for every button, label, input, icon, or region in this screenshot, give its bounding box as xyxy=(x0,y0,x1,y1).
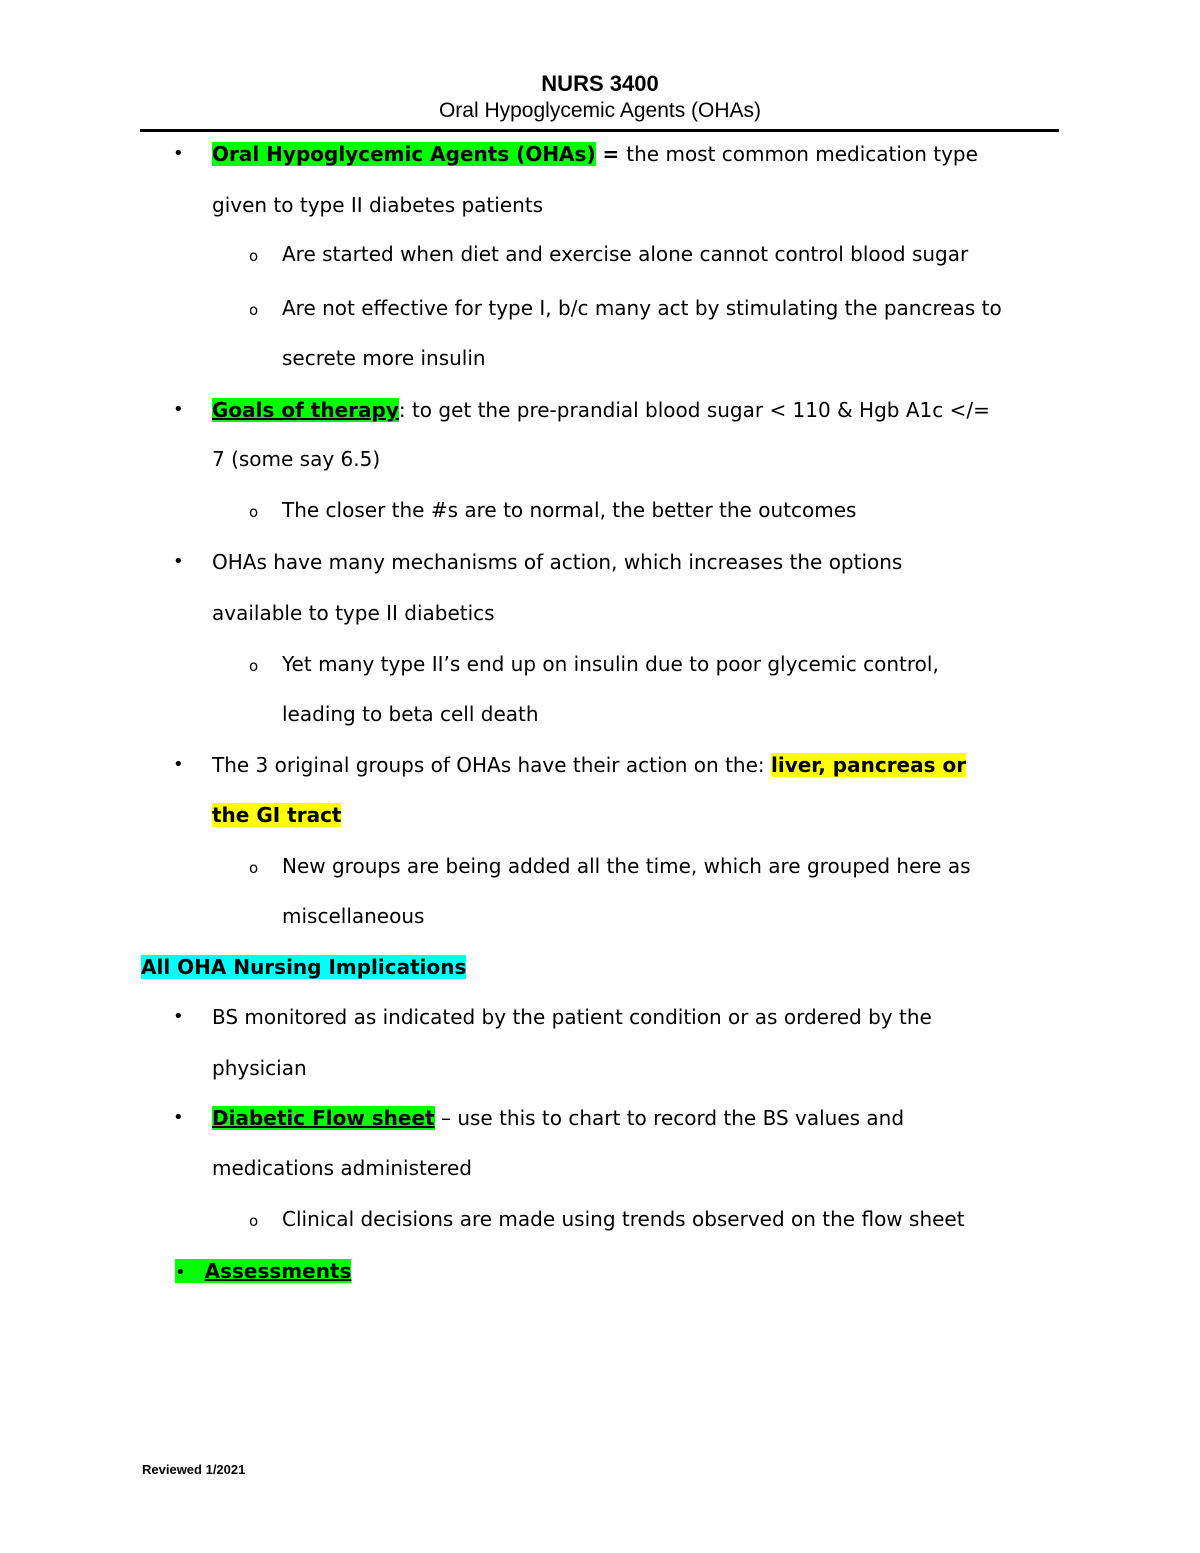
list-item-text: – use this to chart to record the BS values and xyxy=(434,1106,905,1130)
highlighted-term: the GI tract xyxy=(212,803,342,827)
bullet-circle: o xyxy=(249,859,259,877)
bullet-disc: • xyxy=(175,1262,186,1283)
list-item-continuation: physician xyxy=(212,1056,307,1080)
bullet-disc: • xyxy=(173,1006,184,1027)
bullet-disc: • xyxy=(173,399,184,420)
sub-list-item: New groups are being added all the time, which are grouped here as xyxy=(282,854,971,878)
sub-list-item-continuation: leading to beta cell death xyxy=(282,702,539,726)
list-item-text: The 3 original groups of OHAs have their action on the: xyxy=(212,753,771,777)
sub-list-item-continuation: secrete more insulin xyxy=(282,346,486,370)
list-item xyxy=(212,752,966,778)
bullet-circle: o xyxy=(249,301,259,319)
reviewed-date: Reviewed 1/2021 xyxy=(142,1462,246,1477)
section-heading xyxy=(141,954,466,980)
sub-list-item-continuation: miscellaneous xyxy=(282,904,425,928)
document-header xyxy=(140,70,1060,124)
highlighted-term: liver, pancreas or xyxy=(770,753,967,777)
highlighted-term: Goals of therapy xyxy=(212,398,399,422)
list-item-continuation: given to type II diabetes patients xyxy=(212,193,544,217)
sub-list-item: The closer the #s are to normal, the better the outcomes xyxy=(282,498,857,522)
list-item-continuation: available to type II diabetics xyxy=(212,601,495,625)
bullet-circle: o xyxy=(249,1212,259,1230)
list-item xyxy=(212,1105,904,1131)
bullet-circle: o xyxy=(249,657,259,675)
sub-list-item: Are started when diet and exercise alone cannot control blood sugar xyxy=(282,242,969,266)
bullet-disc: • xyxy=(173,551,184,572)
bullet-circle: o xyxy=(249,503,259,521)
list-item xyxy=(212,397,990,423)
highlighted-term: Diabetic Flow sheet xyxy=(212,1106,435,1130)
bullet-circle: o xyxy=(249,247,259,265)
list-item-continuation xyxy=(212,802,341,828)
document-subtitle: Oral Hypoglycemic Agents (OHAs) xyxy=(438,99,762,122)
bullet-disc: • xyxy=(173,754,184,775)
highlighted-term: Oral Hypoglycemic Agents (OHAs) xyxy=(212,142,596,166)
highlighted-heading: All OHA Nursing Implications xyxy=(141,955,467,979)
sub-list-item: Clinical decisions are made using trends observed on the flow sheet xyxy=(282,1207,965,1231)
sub-list-item: Yet many type II’s end up on insulin due to poor glycemic control, xyxy=(282,652,939,676)
list-item xyxy=(212,141,978,167)
bullet-disc: • xyxy=(173,143,184,164)
bullet-disc: • xyxy=(173,1107,184,1128)
list-item-text: the most common medication type xyxy=(626,142,978,166)
course-title: NURS 3400 xyxy=(541,71,659,96)
highlighted-bullet-wrap xyxy=(175,1259,351,1283)
header-divider xyxy=(140,129,1059,132)
sub-list-item: Are not effective for type I, b/c many act by stimulating the pancreas to xyxy=(282,296,1002,320)
list-item-continuation: 7 (some say 6.5) xyxy=(212,447,381,471)
list-item xyxy=(175,1258,351,1286)
list-item: OHAs have many mechanisms of action, which increases the options xyxy=(212,550,903,574)
equals-sign: = xyxy=(595,142,627,166)
list-item-text: : to get the pre-prandial blood sugar < 110 & Hgb A1c </= xyxy=(398,398,990,422)
list-item-continuation: medications administered xyxy=(212,1156,472,1180)
list-item: BS monitored as indicated by the patient condition or as ordered by the xyxy=(212,1005,932,1029)
highlighted-term: Assessments xyxy=(204,1259,352,1283)
